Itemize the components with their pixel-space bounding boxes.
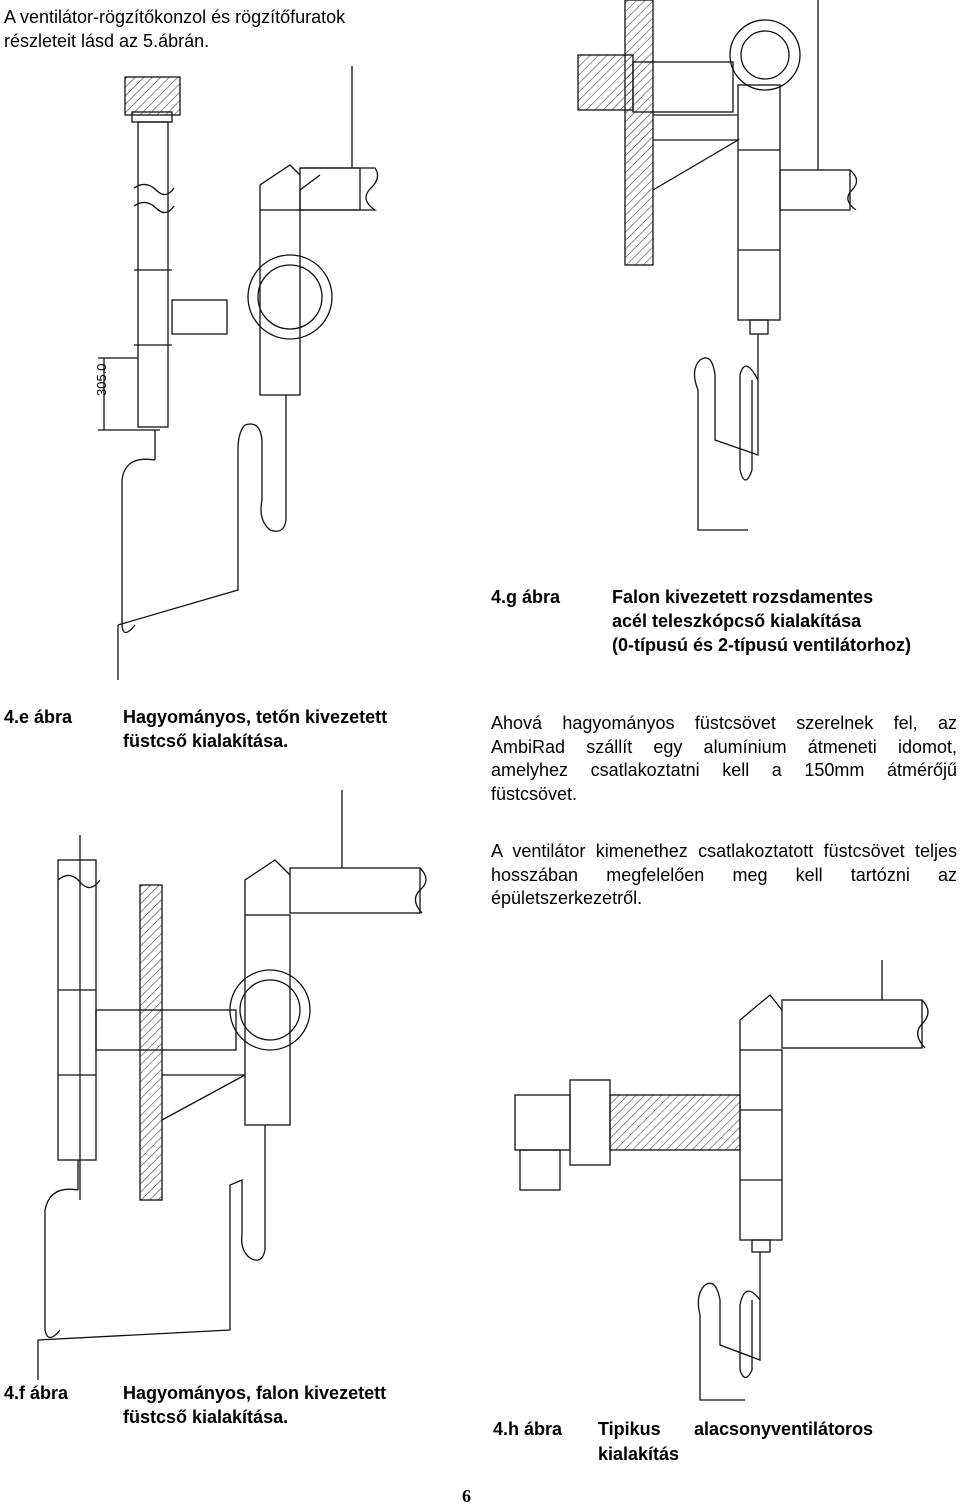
- figure-e-label: 4.e ábra: [4, 707, 73, 727]
- figure-4e-drawing: [98, 66, 378, 680]
- figure-f-caption-line2: füstcső kialakítása.: [123, 1407, 289, 1427]
- body-paragraph-2: A ventilátor kimenethez csatlakoztatott füstcsövet teljes hosszában megfelelően meg kell tartózni az épületszerkezetről.: [491, 841, 957, 908]
- figure-4f-drawing: [38, 790, 426, 1380]
- figure-e-caption-line2: füstcső kialakítása.: [123, 731, 289, 751]
- figure-h-label: 4.h ábra: [493, 1419, 563, 1439]
- figure-f-label: 4.f ábra: [4, 1383, 69, 1403]
- header-note-line2: részleteit lásd az 5.ábrán.: [4, 31, 210, 51]
- body-paragraph-1: Ahová hagyományos füstcsövet szerelnek fel, az AmbiRad szállít egy alumínium átmeneti idomot, amelyhez csatlakoztatni kell a 150mm átmérőjű füstcsövet.: [491, 713, 957, 804]
- page-number: 6: [462, 1486, 471, 1506]
- figure-4h-drawing: [515, 960, 928, 1400]
- figure-g-label: 4.g ábra: [491, 587, 561, 607]
- figure-g-caption-line3: (0-típusú és 2-típusú ventilátorhoz): [612, 635, 912, 655]
- figure-g-caption-line2: acél teleszkópcső kialakítása: [612, 611, 862, 631]
- header-note-line1: A ventilátor-rögzítőkonzol és rögzítőfuratok: [4, 7, 346, 27]
- figure-h-caption-line2: kialakítás: [598, 1444, 680, 1464]
- figure-h-caption-line1a: Tipikus: [598, 1419, 661, 1439]
- figure-e-caption-line1: Hagyományos, tetőn kivezetett: [123, 707, 388, 727]
- figure-g-caption-line1: Falon kivezetett rozsdamentes: [612, 587, 874, 607]
- figure-h-caption-line1b: alacsonyventilátoros: [694, 1419, 874, 1439]
- figure-f-caption-line1: Hagyományos, falon kivezetett: [123, 1383, 387, 1403]
- dimension-label: 305.0: [94, 363, 109, 396]
- figure-4g-drawing: [578, 0, 857, 530]
